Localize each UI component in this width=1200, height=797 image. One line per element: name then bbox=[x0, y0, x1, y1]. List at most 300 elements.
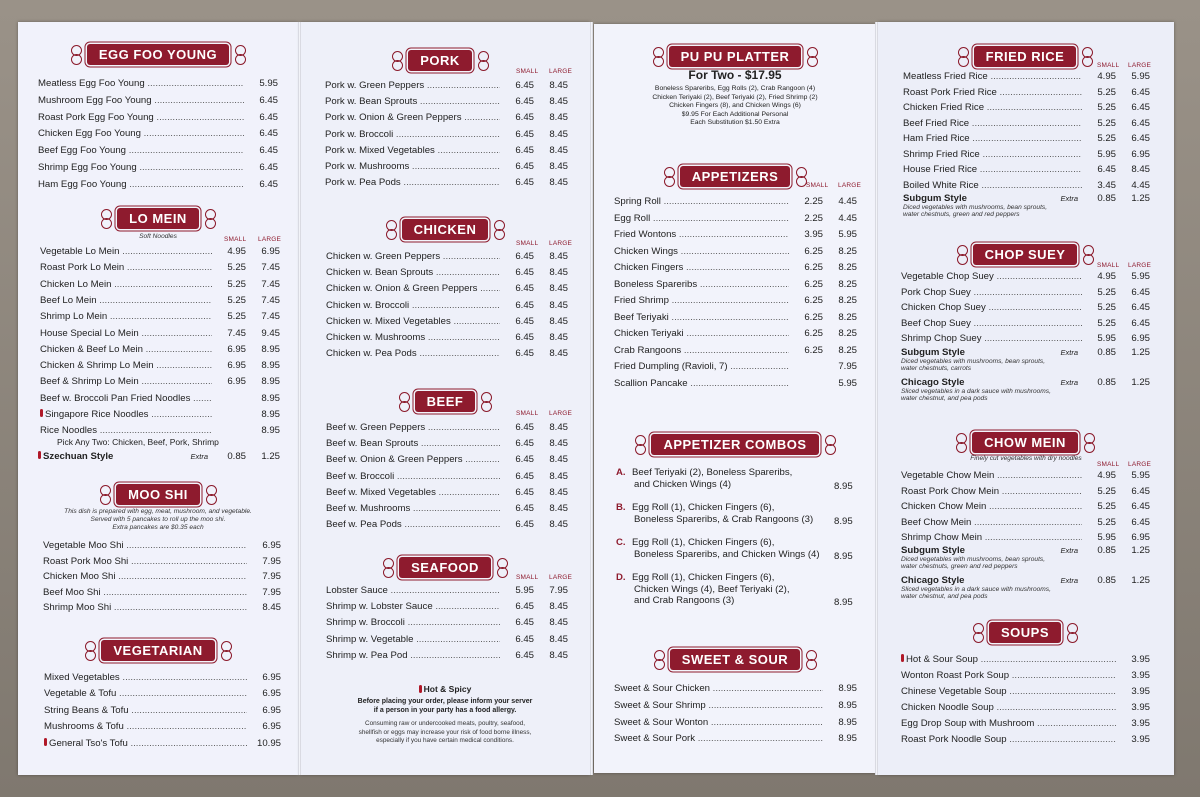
item-price-small: 6.45 bbox=[515, 519, 534, 531]
moo-shi-row bbox=[43, 540, 281, 552]
item-price-large: 8.45 bbox=[549, 438, 568, 450]
fried-rice-subgum-desc-2: water chestnuts, green and red peppers bbox=[903, 211, 1020, 218]
item-price-small: 6.95 bbox=[227, 343, 246, 355]
sweet-sour-title: SWEET & SOUR bbox=[670, 649, 800, 670]
item-price-small: 5.25 bbox=[227, 278, 246, 290]
ornament-left-icon bbox=[955, 47, 971, 67]
item-name: Beef Teriyaki ..... bbox=[614, 312, 789, 324]
item-price-small: 4.95 bbox=[227, 246, 246, 257]
ornament-left-icon bbox=[632, 435, 648, 455]
item-name: Beef w. Mixed Vegetables ..... bbox=[326, 487, 500, 499]
fried-rice-subgum-name: Subgum Style bbox=[903, 193, 967, 204]
item-name: Chicken Lo Mein ..... bbox=[40, 279, 212, 291]
item-name: General Tso's Tofu ..... bbox=[49, 738, 247, 750]
item-name: Beef Lo Mein ..... bbox=[40, 295, 212, 307]
item-price-large: 6.95 bbox=[261, 246, 280, 257]
pork-row bbox=[325, 80, 568, 92]
fried-rice-subgum-extra: Extra bbox=[1060, 194, 1078, 203]
item-name: Beef w. Mushrooms ..... bbox=[326, 503, 500, 515]
small-label: SMALL bbox=[516, 68, 539, 75]
item-price-large: 8.45 bbox=[549, 315, 568, 327]
fried-rice-subgum-large: 1.25 bbox=[1131, 193, 1150, 204]
chicken-title: CHICKEN bbox=[402, 219, 489, 240]
combo-line-2: Boneless Spareribs, & Crab Rangoons (3) bbox=[634, 513, 814, 525]
item-price-small: 6.45 bbox=[515, 454, 534, 466]
ornament-left-icon bbox=[82, 641, 98, 661]
szechuan-style-extra: Extra bbox=[190, 452, 208, 461]
ornament-left-icon bbox=[954, 245, 970, 265]
lo-mein-row bbox=[40, 393, 280, 405]
moo-shi-row bbox=[43, 602, 281, 614]
small-label: SMALL bbox=[1097, 62, 1120, 69]
large-label: LARGE bbox=[838, 182, 862, 189]
vegetarian-header bbox=[48, 640, 268, 661]
item-price-large: 6.95 bbox=[1131, 333, 1150, 344]
egg-foo-young-row bbox=[38, 179, 278, 191]
chicken-row bbox=[326, 348, 568, 360]
chop-suey-row bbox=[901, 271, 1150, 283]
item-price-small: 6.45 bbox=[515, 601, 534, 613]
item-price-small: 5.25 bbox=[1097, 485, 1116, 497]
item-price-small: 5.25 bbox=[1097, 117, 1116, 129]
item-price-small bbox=[212, 409, 246, 421]
sweet-sour-header bbox=[625, 649, 845, 670]
chow-mein-subgum-name: Subgum Style bbox=[901, 545, 965, 556]
small-label: SMALL bbox=[1097, 262, 1120, 269]
item-price-small: 3.45 bbox=[1097, 179, 1116, 191]
item-price-large: 8.45 bbox=[549, 649, 568, 661]
fried-rice-subgum-small: 0.85 bbox=[1097, 193, 1116, 204]
pupu-line-2: Chicken Teriyaki (2), Beef Teriyaki (2), Fried Shrimp (2) bbox=[652, 93, 818, 101]
lo-mein-header bbox=[48, 208, 268, 229]
item-price-small: 6.25 bbox=[804, 328, 823, 339]
pupu-line-4: $9.95 For Each Additional Personal bbox=[681, 110, 789, 118]
moo-shi-header bbox=[48, 484, 268, 505]
egg-foo-young-row bbox=[38, 112, 278, 124]
chow-mein-chicago-desc-2: water chestnut, and pea pods bbox=[901, 593, 988, 600]
item-price-small: 5.95 bbox=[1097, 532, 1116, 543]
item-name: Fried Dumpling (Ravioli, 7) ..... bbox=[614, 361, 789, 373]
chicken-row bbox=[326, 300, 568, 312]
item-price-small bbox=[789, 361, 823, 373]
item-price-small: 6.45 bbox=[515, 470, 534, 482]
item-name: Beef w. Onion & Green Peppers ..... bbox=[326, 454, 500, 466]
ornament-right-icon bbox=[478, 392, 494, 412]
item-name: Sweet & Sour Wonton ..... bbox=[614, 717, 823, 729]
item-price-small: 6.25 bbox=[804, 278, 823, 290]
pupu-line-1: Boneless Spareribs, Egg Rolls (2), Crab Rangoon (4) bbox=[654, 85, 816, 92]
item-price-large: 8.45 bbox=[549, 299, 568, 311]
chow-mein-row bbox=[901, 486, 1150, 498]
item-price-small: 6.45 bbox=[515, 438, 534, 450]
pork-row bbox=[325, 96, 568, 108]
item-price-small: 6.45 bbox=[515, 112, 534, 124]
soup-row bbox=[901, 718, 1150, 730]
hot-spicy-legend bbox=[300, 684, 590, 694]
large-label: LARGE bbox=[549, 574, 573, 581]
item-name: Shrimp Egg Foo Young ..... bbox=[38, 162, 244, 174]
large-label: LARGE bbox=[549, 410, 573, 417]
beef-title: BEEF bbox=[415, 391, 476, 412]
item-name: Beef w. Bean Sprouts ..... bbox=[326, 438, 500, 450]
item-name: Beef Fried Rice ..... bbox=[903, 118, 1082, 130]
item-price-large: 8.45 bbox=[549, 486, 568, 498]
item-price-large: 9.45 bbox=[261, 327, 280, 339]
item-name: Sweet & Sour Pork ..... bbox=[614, 733, 823, 745]
item-price-large: 6.45 bbox=[1131, 485, 1150, 497]
item-price: 3.95 bbox=[1131, 718, 1150, 729]
beef-row bbox=[326, 487, 568, 499]
item-price-large: 8.25 bbox=[838, 311, 857, 323]
ornament-left-icon bbox=[661, 167, 677, 187]
lo-mein-row bbox=[40, 360, 280, 372]
combo-letter: D. bbox=[616, 572, 626, 583]
item-price-small: 6.45 bbox=[515, 348, 534, 360]
item-name: Beef Moo Shi ..... bbox=[43, 587, 247, 599]
item-price-small: 5.95 bbox=[1097, 333, 1116, 344]
item-price: 8.95 bbox=[838, 699, 857, 711]
item-price-large: 8.95 bbox=[261, 425, 280, 437]
item-name: Beef & Shrimp Lo Mein ..... bbox=[40, 376, 212, 388]
chow-mein-subgum-desc-2: water chestnuts, green and red peppers bbox=[901, 563, 1018, 570]
large-label: LARGE bbox=[258, 236, 282, 243]
ornament-right-icon bbox=[218, 641, 234, 661]
ornament-right-icon bbox=[1064, 623, 1080, 643]
chicken-header bbox=[335, 219, 555, 240]
item-price: 7.95 bbox=[262, 555, 281, 567]
item-price-small: 6.45 bbox=[515, 80, 534, 91]
fried-rice-row bbox=[903, 149, 1150, 161]
lo-mein-row bbox=[40, 344, 280, 356]
chow-mein-subgum-small: 0.85 bbox=[1097, 545, 1116, 556]
item-price-large: 8.25 bbox=[838, 278, 857, 290]
item-name: Chicken w. Mushrooms ..... bbox=[326, 332, 500, 344]
item-price-large: 8.45 bbox=[549, 80, 568, 91]
item-price-small: 4.95 bbox=[1097, 271, 1116, 282]
item-price: 6.95 bbox=[262, 540, 281, 551]
item-price-small: 3.95 bbox=[804, 229, 823, 240]
moo-shi-note-2: Served with 5 pancakes to roll up the moo shi. bbox=[90, 516, 226, 523]
item-name: String Beans & Tofu ..... bbox=[44, 705, 247, 717]
pepper-icon bbox=[44, 738, 47, 746]
chow-mein-chicago-small: 0.85 bbox=[1097, 575, 1116, 586]
item-price-small: 6.45 bbox=[515, 144, 534, 156]
ornament-left-icon bbox=[650, 47, 666, 67]
item-name: Vegetable Chop Suey ..... bbox=[901, 271, 1082, 283]
item-price-small bbox=[789, 378, 823, 390]
item-name: Ham Egg Foo Young ..... bbox=[38, 179, 244, 191]
item-price: 3.95 bbox=[1131, 734, 1150, 745]
ornament-left-icon bbox=[970, 623, 986, 643]
item-price-small: 6.45 bbox=[515, 177, 534, 189]
ornament-left-icon bbox=[953, 433, 969, 453]
item-price: 7.95 bbox=[262, 571, 281, 583]
item-price-large: 8.45 bbox=[549, 177, 568, 189]
chop-suey-subgum-desc-1: Diced vegetables with mushrooms, bean sprouts, bbox=[901, 358, 1046, 365]
item-price-small: 6.45 bbox=[515, 299, 534, 311]
item-price-small: 4.95 bbox=[1097, 470, 1116, 481]
item-price-large: 4.45 bbox=[1131, 179, 1150, 191]
chow-mein-subgum-large: 1.25 bbox=[1131, 545, 1150, 556]
item-price-small: 5.25 bbox=[1097, 516, 1116, 528]
item-name: Vegetable Chow Mein ..... bbox=[901, 470, 1082, 482]
appetizer-row bbox=[614, 312, 857, 324]
item-name: Chicken & Shrimp Lo Mein ..... bbox=[40, 360, 212, 372]
szechuan-style-row bbox=[38, 451, 280, 463]
item-price-large: 7.45 bbox=[261, 278, 280, 290]
item-price-small: 5.25 bbox=[227, 311, 246, 323]
soup-row bbox=[901, 702, 1150, 714]
pepper-icon bbox=[38, 451, 41, 459]
lo-mein-row bbox=[40, 262, 280, 274]
szechuan-style-small: 0.85 bbox=[227, 451, 246, 462]
item-name: Lobster Sauce ..... bbox=[326, 585, 500, 597]
sweet-sour-row bbox=[614, 700, 857, 712]
item-name: Ham Fried Rice ..... bbox=[903, 133, 1082, 145]
pork-row bbox=[325, 145, 568, 157]
lo-mein-row bbox=[40, 328, 280, 340]
item-price-small: 6.45 bbox=[515, 315, 534, 327]
item-price-small: 2.25 bbox=[804, 212, 823, 224]
pork-row bbox=[325, 129, 568, 141]
appetizer-row bbox=[614, 279, 857, 291]
item-price: 6.95 bbox=[262, 721, 281, 733]
item-price-large: 8.45 bbox=[549, 283, 568, 295]
item-price-small: 5.25 bbox=[227, 294, 246, 306]
moo-shi-row bbox=[43, 571, 281, 583]
item-price-large: 8.45 bbox=[549, 470, 568, 482]
ornament-right-icon bbox=[1079, 47, 1095, 67]
item-price: 6.95 bbox=[262, 704, 281, 716]
lo-mein-row bbox=[40, 279, 280, 291]
item-price: 6.45 bbox=[259, 94, 278, 106]
small-label: SMALL bbox=[806, 182, 829, 189]
chop-suey-row bbox=[901, 333, 1150, 345]
item-price-small: 6.45 bbox=[515, 332, 534, 343]
item-name: Chicken Wings ..... bbox=[614, 246, 789, 258]
fried-rice-row bbox=[903, 87, 1150, 99]
item-price-large: 8.45 bbox=[549, 128, 568, 140]
appetizer-row bbox=[614, 246, 857, 258]
chop-suey-subgum-large: 1.25 bbox=[1131, 347, 1150, 358]
pork-title: PORK bbox=[408, 50, 472, 71]
lo-mein-note: Soft Noodles bbox=[139, 233, 177, 240]
item-price-large: 7.95 bbox=[549, 585, 568, 596]
item-price-large: 8.25 bbox=[838, 262, 857, 273]
vegetarian-row bbox=[44, 738, 281, 750]
item-name: Chinese Vegetable Soup ..... bbox=[901, 686, 1116, 698]
pupu-description bbox=[594, 85, 876, 128]
chop-suey-title: CHOP SUEY bbox=[973, 244, 1078, 265]
appetizer-row bbox=[614, 196, 857, 208]
soups-title: SOUPS bbox=[989, 622, 1061, 643]
item-name: Roast Pork Chow Mein ..... bbox=[901, 486, 1082, 498]
combo-line-2: and Chicken Wings (4) bbox=[634, 478, 732, 490]
warning-line-2: shellfish or eggs may increase your risk of food borne illness, bbox=[358, 728, 532, 736]
combo-line-1: Beef Teriyaki (2), Boneless Spareribs, bbox=[632, 467, 793, 478]
allergy-line-1: Before placing your order, please inform your server bbox=[357, 698, 533, 705]
item-price-large: 4.45 bbox=[838, 212, 857, 224]
chicken-row bbox=[326, 251, 568, 263]
item-price-small: 6.25 bbox=[804, 344, 823, 356]
chow-mein-note: Finely cut vegetables with dry noodles bbox=[970, 455, 1082, 462]
pork-row bbox=[325, 177, 568, 189]
item-price: 6.45 bbox=[259, 178, 278, 190]
item-name: House Special Lo Mein ..... bbox=[40, 328, 212, 340]
item-price-large: 7.95 bbox=[838, 361, 857, 372]
combo-line-1: Egg Roll (1), Chicken Fingers (6), bbox=[632, 502, 775, 513]
item-name: Singapore Rice Noodles ..... bbox=[45, 409, 212, 421]
item-name: Chicken w. Pea Pods ..... bbox=[326, 348, 500, 360]
item-price-small: 6.45 bbox=[515, 486, 534, 498]
item-name: Pork Chop Suey ..... bbox=[901, 287, 1082, 299]
pupu-platter-title: PU PU PLATTER bbox=[669, 46, 802, 67]
ornament-right-icon bbox=[232, 45, 248, 65]
item-name: Roast Pork Lo Mein ..... bbox=[40, 262, 212, 274]
item-price-large: 8.45 bbox=[549, 633, 568, 645]
item-price-small: 6.45 bbox=[515, 617, 534, 629]
item-price-large: 8.45 bbox=[549, 251, 568, 262]
item-price-small: 6.25 bbox=[804, 262, 823, 273]
warning-line-1: Consuming raw or undercooked meats, poultry, seafood, bbox=[364, 720, 526, 727]
ornament-left-icon bbox=[651, 650, 667, 670]
sweet-sour-row bbox=[614, 717, 857, 729]
large-label: LARGE bbox=[1128, 262, 1152, 269]
warning-line-3: especially if you have certain medical conditions. bbox=[376, 737, 514, 744]
item-price-small: 6.45 bbox=[515, 422, 534, 433]
item-name: Pork w. Broccoli ..... bbox=[325, 129, 500, 141]
chicken-row bbox=[326, 316, 568, 328]
item-price-large: 8.25 bbox=[838, 245, 857, 257]
item-price-large: 7.45 bbox=[261, 311, 280, 323]
chop-suey-chicago-name: Chicago Style bbox=[901, 377, 965, 388]
szechuan-style-name: Szechuan Style bbox=[43, 451, 114, 462]
item-name: Spring Roll ..... bbox=[614, 196, 789, 208]
item-price: 6.45 bbox=[259, 128, 278, 140]
egg-foo-young-row bbox=[38, 162, 278, 174]
item-price-large: 8.45 bbox=[549, 348, 568, 360]
item-price: 8.95 bbox=[838, 733, 857, 745]
item-price-large: 6.45 bbox=[1131, 286, 1150, 298]
item-price-small: 5.25 bbox=[1097, 501, 1116, 512]
item-name: Shrimp Lo Mein ..... bbox=[40, 311, 212, 323]
allergy-notice bbox=[300, 697, 590, 715]
seafood-title: SEAFOOD bbox=[399, 557, 491, 578]
chow-mein-title: CHOW MEIN bbox=[972, 432, 1078, 453]
vegetarian-row bbox=[44, 672, 281, 684]
appetizer-row bbox=[614, 295, 857, 307]
item-price-small: 6.25 bbox=[804, 311, 823, 323]
item-price-small: 6.45 bbox=[1097, 164, 1116, 175]
chop-suey-subgum-name: Subgum Style bbox=[901, 347, 965, 358]
chop-suey-row bbox=[901, 302, 1150, 314]
item-name: Meatless Egg Foo Young ..... bbox=[38, 78, 244, 90]
lo-mein-pick-note: Pick Any Two: Chicken, Beef, Pork, Shrimp bbox=[57, 437, 219, 447]
item-price-small: 6.95 bbox=[227, 376, 246, 388]
lo-mein-row bbox=[40, 246, 280, 258]
item-name: Vegetable Lo Mein ..... bbox=[40, 246, 212, 258]
item-price-small: 5.25 bbox=[1097, 317, 1116, 329]
item-price-large: 8.45 bbox=[549, 503, 568, 514]
chow-mein-header bbox=[915, 432, 1135, 453]
item-price-small: 6.45 bbox=[515, 128, 534, 140]
item-name: Beef Egg Foo Young ..... bbox=[38, 145, 244, 157]
item-price: 7.95 bbox=[262, 586, 281, 598]
egg-foo-young-title: EGG FOO YOUNG bbox=[87, 44, 229, 65]
item-price-large: 8.45 bbox=[549, 332, 568, 343]
item-price-large: 5.95 bbox=[1131, 271, 1150, 282]
chicken-row bbox=[326, 283, 568, 295]
item-name: Egg Drop Soup with Mushroom ..... bbox=[901, 718, 1116, 730]
chow-mein-row bbox=[901, 470, 1150, 482]
item-price: 10.95 bbox=[256, 737, 281, 749]
soup-row bbox=[901, 686, 1150, 698]
item-name: Rice Noodles ..... bbox=[40, 425, 212, 437]
item-name: Wonton Roast Pork Soup ..... bbox=[901, 670, 1116, 682]
item-name: Roast Pork Noodle Soup ..... bbox=[901, 734, 1116, 746]
beef-row bbox=[326, 422, 568, 434]
egg-foo-young-row bbox=[38, 78, 278, 90]
seafood-row bbox=[326, 617, 568, 629]
item-price-large: 8.45 bbox=[549, 112, 568, 124]
chicken-row bbox=[326, 267, 568, 279]
item-name: Chicken Noodle Soup ..... bbox=[901, 702, 1116, 714]
item-name: Meatless Fried Rice ..... bbox=[903, 71, 1082, 83]
item-name: Chicken & Beef Lo Mein ..... bbox=[40, 344, 212, 356]
seafood-row bbox=[326, 650, 568, 662]
moo-shi-row bbox=[43, 587, 281, 599]
combo-letter: C. bbox=[616, 537, 626, 548]
chop-suey-chicago-large: 1.25 bbox=[1131, 377, 1150, 388]
item-name: Roast Pork Fried Rice ..... bbox=[903, 87, 1082, 99]
lo-mein-title: LO MEIN bbox=[117, 208, 199, 229]
ornament-right-icon bbox=[494, 558, 510, 578]
item-name: Pork w. Bean Sprouts ..... bbox=[325, 96, 500, 108]
ornament-left-icon bbox=[380, 558, 396, 578]
item-price-large: 6.45 bbox=[1131, 516, 1150, 528]
item-price-large: 7.45 bbox=[261, 294, 280, 306]
ornament-right-icon bbox=[491, 220, 507, 240]
moo-shi-title: MOO SHI bbox=[116, 484, 200, 505]
sweet-sour-row bbox=[614, 683, 857, 695]
chop-suey-chicago-desc-2: water chestnut, and pea pods bbox=[901, 395, 988, 402]
item-price: 3.95 bbox=[1131, 686, 1150, 697]
item-price: 8.95 bbox=[838, 716, 857, 728]
ornament-right-icon bbox=[475, 51, 491, 71]
item-price-small: 2.25 bbox=[804, 196, 823, 207]
allergy-line-2: if a person in your party has a food allergy. bbox=[373, 707, 517, 714]
vegetarian-row bbox=[44, 721, 281, 733]
combo-letter: A. bbox=[616, 467, 626, 478]
sweet-sour-row bbox=[614, 733, 857, 745]
chow-mein-row bbox=[901, 501, 1150, 513]
seafood-row bbox=[326, 585, 568, 597]
chop-suey-chicago-small: 0.85 bbox=[1097, 377, 1116, 388]
item-name: Shrimp w. Pea Pod ..... bbox=[326, 650, 500, 662]
item-price-small: 5.25 bbox=[1097, 86, 1116, 98]
fried-rice-row bbox=[903, 164, 1150, 176]
item-price-small: 6.95 bbox=[227, 360, 246, 372]
item-name: Hot & Sour Soup ..... bbox=[906, 654, 1116, 666]
item-name: Chicken w. Broccoli ..... bbox=[326, 300, 500, 312]
item-name: Chicken Fried Rice ..... bbox=[903, 102, 1082, 114]
ornament-right-icon bbox=[203, 485, 219, 505]
item-price: 3.95 bbox=[1131, 670, 1150, 681]
item-price-small: 5.25 bbox=[1097, 102, 1116, 113]
fried-rice-title: FRIED RICE bbox=[974, 46, 1077, 67]
item-name: Chicken w. Onion & Green Peppers ..... bbox=[326, 283, 500, 295]
appetizer-row bbox=[614, 213, 857, 225]
